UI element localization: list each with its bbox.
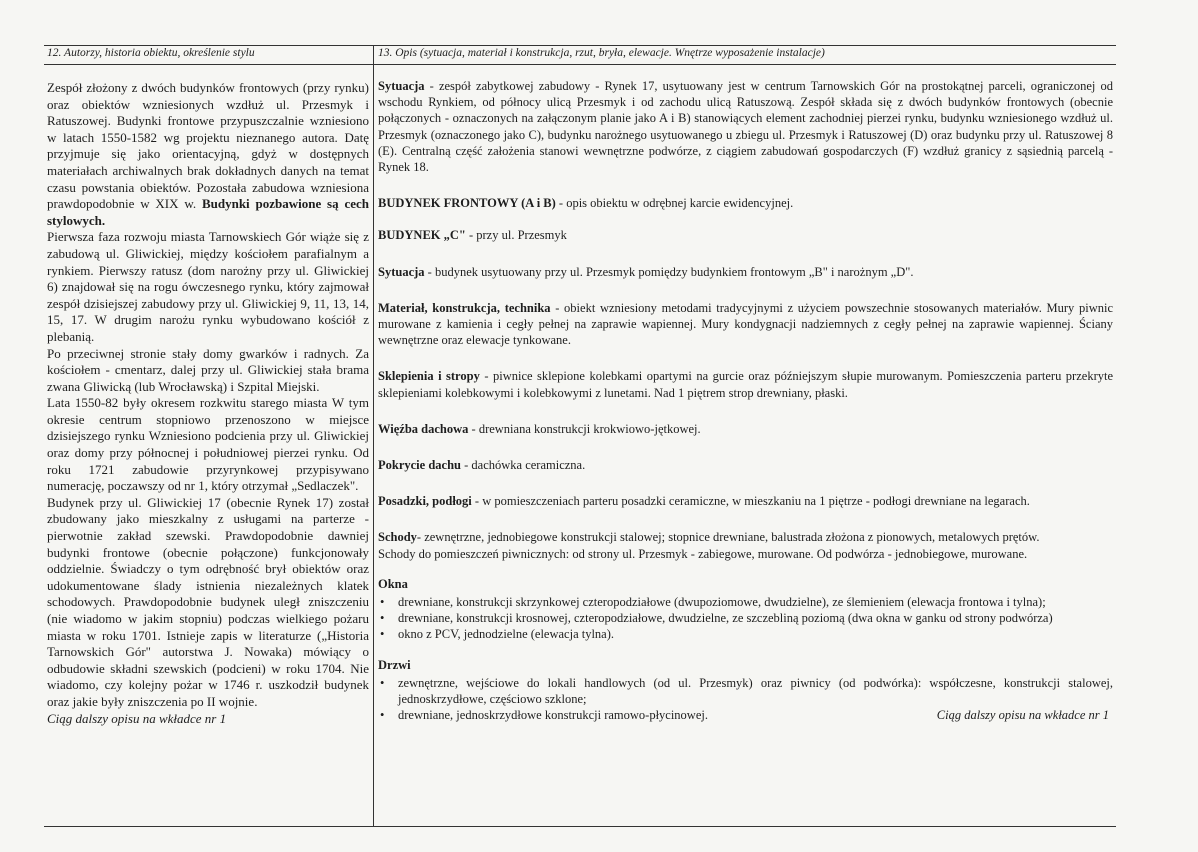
history-column: [47, 80, 369, 727]
sytuacja-c-paragraph: [378, 264, 1113, 280]
history-paragraph-4: Lata 1550-82 były okresem rozkwitu starego miasta W tym okresie centrum stopniowo przenoszono w miejsce dzisiejszego rynku Wzniesiono podcienia przy ul. Gliwickiej oraz domy przy północnej i południowej pierzei rynku. Od roku 1721 zabudowie przyrynkowej przypisywano numerację, poczawszy od nr 1, który otrzymał „Sedlaczek".: [47, 395, 369, 494]
material-text: - obiekt wzniesiony metodami tradycyjnymi z użyciem powszechnie stosowanych materiałów. Mury piwnic murowane z kamienia i cegły pełnej na zaprawie wapiennej. Mury kondygnacji nadziemnych z cegły pełnej na zaprawie wapiennej. Ściany wewnętrzne oraz elewacje tynkowane.: [378, 300, 1113, 348]
posadzki-label: Posadzki, podłogi: [378, 494, 472, 509]
frontowy-label: BUDYNEK FRONTOWY (A i B): [378, 196, 556, 211]
sklepienia-paragraph: [378, 368, 1113, 400]
posadzki-text: - w pomieszczeniach parteru posadzki ceramiczne, w mieszkaniu na 1 piętrze - podłogi drewniane na legarach.: [471, 494, 1030, 509]
schody-piwnice-paragraph: Schody do pomieszczeń piwnicznych: od strony ul. Przesmyk - zabiegowe, murowane. Od podwórza - jednobiegowe, murowane.: [378, 546, 1028, 561]
okna-item: • okno z PCV, jednodzielne (elewacja tylna).: [378, 626, 1113, 642]
pokrycie-paragraph: [378, 457, 1113, 473]
drzwi-item-last: [378, 707, 1113, 723]
budynek-c-paragraph: [378, 227, 1113, 243]
frontowy-paragraph: [378, 195, 1113, 211]
header-rule: [44, 64, 1116, 65]
section-13-header: 13. Opis (sytuacja, materiał i konstrukcja, rzut, bryła, elewacje. Wnętrze wyposażenie instalacje): [378, 47, 825, 59]
pokrycie-text: - dachówka ceramiczna.: [460, 458, 586, 473]
history-paragraph-2: Pierwsza faza rozwoju miasta Tarnowskiech Gór wiąże się z zabudową ul. Gliwickiej, między kościołem parafialnym a rynkiem. Pierwszy ratusz (dom narożny przy ul. Gliwickiej 6) znajdował się na rogu ówczesnego rynku, który zajmował zespół dzisiejszej zabudowy przy ul. Gliwickiej 9, 11, 13, 14, 15, 17. W drugim narożu rynku wybudowano kościół z plebanią.: [47, 229, 369, 344]
bottom-rule: [44, 826, 1116, 827]
top-rule: [44, 45, 1116, 46]
drzwi-heading: Drzwi: [378, 657, 411, 672]
wiezba-paragraph: [378, 421, 1113, 437]
budynek-c-text: - przy ul. Przesmyk: [465, 228, 567, 243]
pokrycie-label: Pokrycie dachu: [378, 458, 461, 473]
column-divider: [373, 45, 374, 826]
schody-label: Schody: [378, 530, 417, 545]
sytuacja-c-label: Sytuacja: [378, 264, 425, 279]
drzwi-item: • zewnętrzne, wejściowe do lokali handlowych (od ul. Przesmyk) oraz piwnicy (od podwórka): współczesne, konstrukcji stalowej, jednoskrzydłowe, częściowo szklone;: [378, 675, 1113, 707]
material-label: Materiał, konstrukcja, technika: [378, 300, 551, 315]
wiezba-text: - drewniana konstrukcji krokwiowo-jętkowej.: [468, 421, 701, 436]
description-continuation-note: Ciąg dalszy opisu na wkładce nr 1: [936, 708, 1109, 723]
sytuacja-label: Sytuacja: [378, 79, 425, 93]
history-intro-text: Zespół złożony z dwóch budynków frontowych (przy rynku) oraz obiektów wzniesionych wzdłuż ul. Przesmyk i Ratuszowej. Budynki frontowe przypuszczalnie wzniesiono w latach 1550-1582 wg projektu nieznanego autora. Datę przyjmuje się jako orientacyjną, gdyż w dostępnych materiałach archiwalnych brak dokładnych danych na temat czasu powstania obiektów. Pozostała zabudowa wzniesiona prawdopodobnie w XIX w.: [47, 80, 369, 212]
history-paragraph-1: [47, 80, 369, 229]
wiezba-label: Więźba dachowa: [378, 421, 469, 436]
okna-item: • drewniane, konstrukcji krosnowej, czteropodziałowe, dwudzielne, ze szczebliną poziomą (dwa okna w ganku od strony podwórza): [378, 610, 1113, 626]
sytuacja-paragraph: [378, 78, 1113, 175]
drzwi-list: [378, 675, 1113, 724]
okna-list: [378, 594, 1113, 643]
frontowy-text: - opis obiektu w odrębnej karcie ewidencyjnej.: [555, 196, 794, 211]
history-continuation-note: Ciąg dalszy opisu na wkładce nr 1: [47, 710, 227, 726]
drzwi-item-text: • drewniane, jednoskrzydłowe konstrukcji ramowo-płycinowej.: [398, 708, 708, 723]
style-note: Budynki pozbawione są cech stylowych.: [47, 196, 369, 228]
okna-item: • drewniane, konstrukcji skrzynkowej czteropodziałowe (dwupoziomowe, dwudzielne), ze ślemieniem (elewacja frontowa i tylna);: [378, 594, 1113, 610]
section-12-header: 12. Autorzy, historia obiektu, określenie stylu: [47, 47, 255, 59]
budynek-c-label: BUDYNEK „C": [378, 228, 466, 243]
sytuacja-c-text: - budynek usytuowany przy ul. Przesmyk pomiędzy budynkiem frontowym „B" i narożnym „D".: [424, 264, 914, 279]
history-paragraph-5: Budynek przy ul. Gliwickiej 17 (obecnie Rynek 17) został zbudowany jako mieszkalny z usługami na parterze - pierwotnie zakład szewski. Prawdopodobnie dawniej budynki frontowe (obecnie połączone) funkcjonowały oddzielnie. Świadczy o tym odrębność brył obiektów oraz udokumentowane ślady istnienia niezależnych klatek schodowych. Prawdopodobnie budynek uległ zniszczeniu (nie wiadomo w jakim stopniu) podczas wielkiego pożaru miasta w roku 1701. Istnieje zapis w literaturze („Historia Tarnowskich Gór" autorstwa J. Nowaka) mówiący o odbudowie składni szewskich (podcieni) w roku 1704. Nie wiadomo, czy kolejny pożar w 1746 r. uszkodził budynek oraz jakie były zniszczenia po II wojnie.: [47, 494, 369, 709]
sklepienia-text: - piwnice sklepione kolebkami opartymi na gurcie oraz późniejszym słupie murowanym. Pomieszczenia parteru przekryte sklepieniami kolebkowymi i kolebkowymi z lunetami. Nad 1 piętrem strop drewniany, płaski.: [378, 369, 1113, 400]
sklepienia-label: Sklepienia i stropy: [378, 369, 480, 384]
material-paragraph: [378, 300, 1113, 349]
sytuacja-text: - zespół zabytkowej zabudowy - Rynek 17, usytuowany jest w centrum Tarnowskich Gór na prostokątnej parceli, ograniczonej od wschodu Rynkiem, od północy ulicą Przesmyk i od zachodu ulicą Ratuszową. Zespół składa się z dwóch budynków frontowych (obecnie połączonych - oznaczonych na załączonym planie jako A i B) stanowiących element zachodniej pierzei rynku, budynku wzniesionego wzdłuż ul. Przesmyk (oznaczonego jako C), budynku narożnego usytuowanego u zbiegu ul. Przesmyk i Ratuszowej (D) oraz budynku przy ul. Ratuszowej 8 (E). Centralną część założenia stanowi wewnętrzne podwórze, z ciągiem zabudowań gospodarczych (F) wzdłuż granicy z sąsiednią parcelą - Rynek 18.: [378, 79, 1113, 175]
history-paragraph-3: Po przeciwnej stronie stały domy gwarków i radnych. Za kościołem - cmentarz, dalej przy ul. Gliwickiej stała brama zwana Gliwicką (lub Wrocławską) i Szpital Miejski.: [47, 345, 369, 394]
schody-paragraph: [378, 529, 1113, 545]
posadzki-paragraph: [378, 493, 1113, 509]
okna-heading: Okna: [378, 576, 408, 591]
schody-text: - zewnętrzne, jednobiegowe konstrukcji stalowej; stopnice drewniane, balustrada złożona z pionowych, metalowych prętów.: [416, 530, 1040, 545]
drzwi-last-line: [398, 707, 1113, 723]
description-column: [378, 78, 1113, 723]
